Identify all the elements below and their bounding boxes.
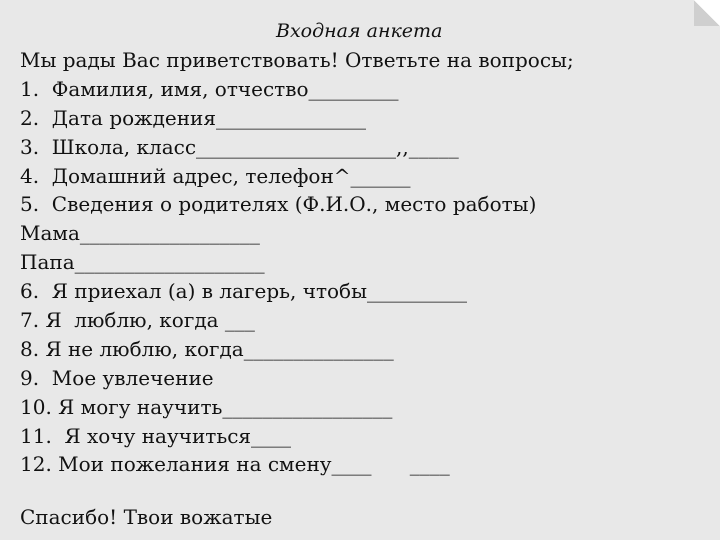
question-7-like: 7. Я люблю, когда ___ xyxy=(20,308,255,333)
spacer xyxy=(20,479,710,503)
question-8-dislike: 8. Я не люблю, когда_______________ xyxy=(20,336,394,361)
question-11-want-learn: 11. Я хочу научиться____ xyxy=(20,423,292,448)
father-line: Папа___________________ xyxy=(20,250,265,275)
question-5-parents-info: 5. Сведения о родителях (Ф.И.О., место работы) xyxy=(20,192,537,217)
document-title: Входная анкета xyxy=(276,20,443,42)
closing-line: Спасибо! Твои вожатые xyxy=(20,505,273,530)
greeting-line: Мы рады Вас приветствовать! Ответьте на вопросы; xyxy=(20,48,574,72)
question-12-wishes: 12. Мои пожелания на смену____ ____ xyxy=(20,452,450,477)
question-6-camp-reason: 6. Я приехал (а) в лагерь, чтобы__________ xyxy=(20,279,468,304)
question-4-address-phone: 4. Домашний адрес, телефон^______ xyxy=(20,163,411,188)
question-1-full-name: 1. Фамилия, имя, отчество_________ xyxy=(20,76,399,101)
question-3-school-class: 3. Школа, класс____________________,,_____ xyxy=(20,134,459,159)
mother-line: Мама__________________ xyxy=(20,221,260,246)
question-10-can-teach: 10. Я могу научить_________________ xyxy=(20,394,393,419)
questionnaire-document xyxy=(20,20,710,532)
question-2-birth-date: 2. Дата рождения_______________ xyxy=(20,105,366,130)
question-9-hobby: 9. Мое увлечение xyxy=(20,365,214,390)
